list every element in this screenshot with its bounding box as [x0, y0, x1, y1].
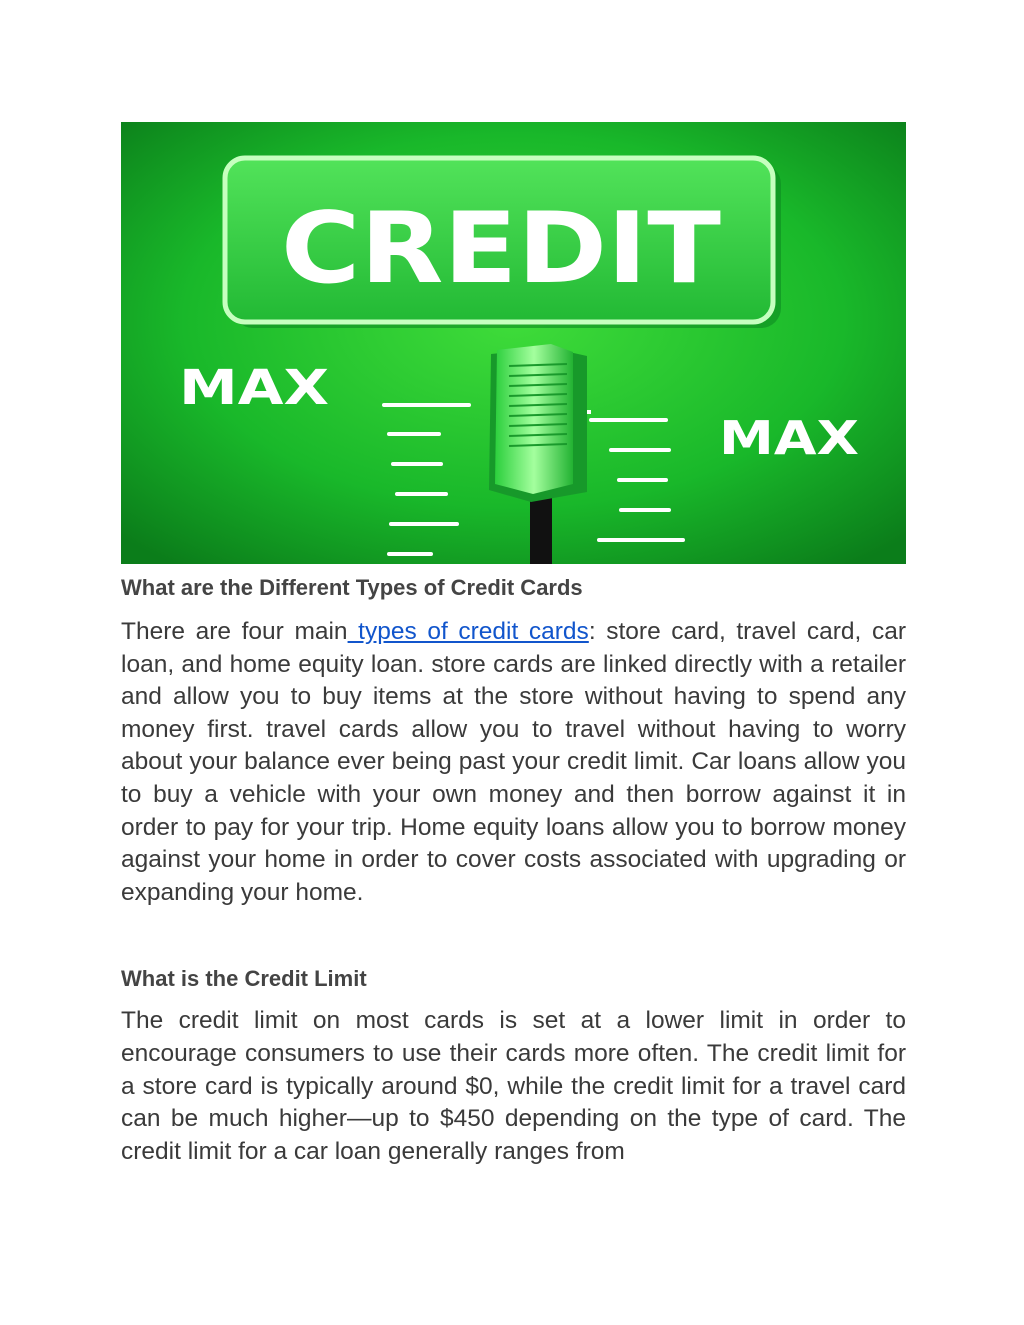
slider-knob [489, 344, 587, 502]
section-heading-credit-limit: What is the Credit Limit [121, 966, 367, 992]
paragraph-types [121, 616, 906, 909]
sign-text: CREDIT [281, 192, 722, 306]
types-of-credit-cards-link[interactable]: types of credit cards [347, 618, 589, 645]
section-heading-types: What are the Different Types of Credit Cards [121, 575, 583, 600]
max-label-right: MAX [719, 411, 859, 465]
slider-pole [530, 492, 552, 564]
credit-max-image [121, 122, 906, 564]
max-label-left: MAX [179, 360, 329, 416]
document-page [121, 122, 906, 1168]
paragraph-credit-limit: The credit limit on most cards is set at a lower limit in order to encourage consumers to use their cards more often. The credit limit for a store card is typically around $0, while the credit limit for a travel card can be much higher—up to $450 depending on the type of card. The credit limit for a car loan generally ranges from [121, 1007, 906, 1165]
paragraph-types-intro: There are four main [121, 618, 348, 645]
paragraph-types-body: : store card, travel card, car loan, and home equity loan. store cards are linked directly with a retailer and allow you to buy items at the store without having to spend any money first. travel cards allow you to travel without having to worry about your balance ever being past your credit limit. Car loans allow you to buy a vehicle with your own money and then borrow against it in order to pay for your trip. Home equity loans allow you to borrow money against your home in order to cover costs associated with upgrading or expanding your home. [121, 618, 907, 906]
